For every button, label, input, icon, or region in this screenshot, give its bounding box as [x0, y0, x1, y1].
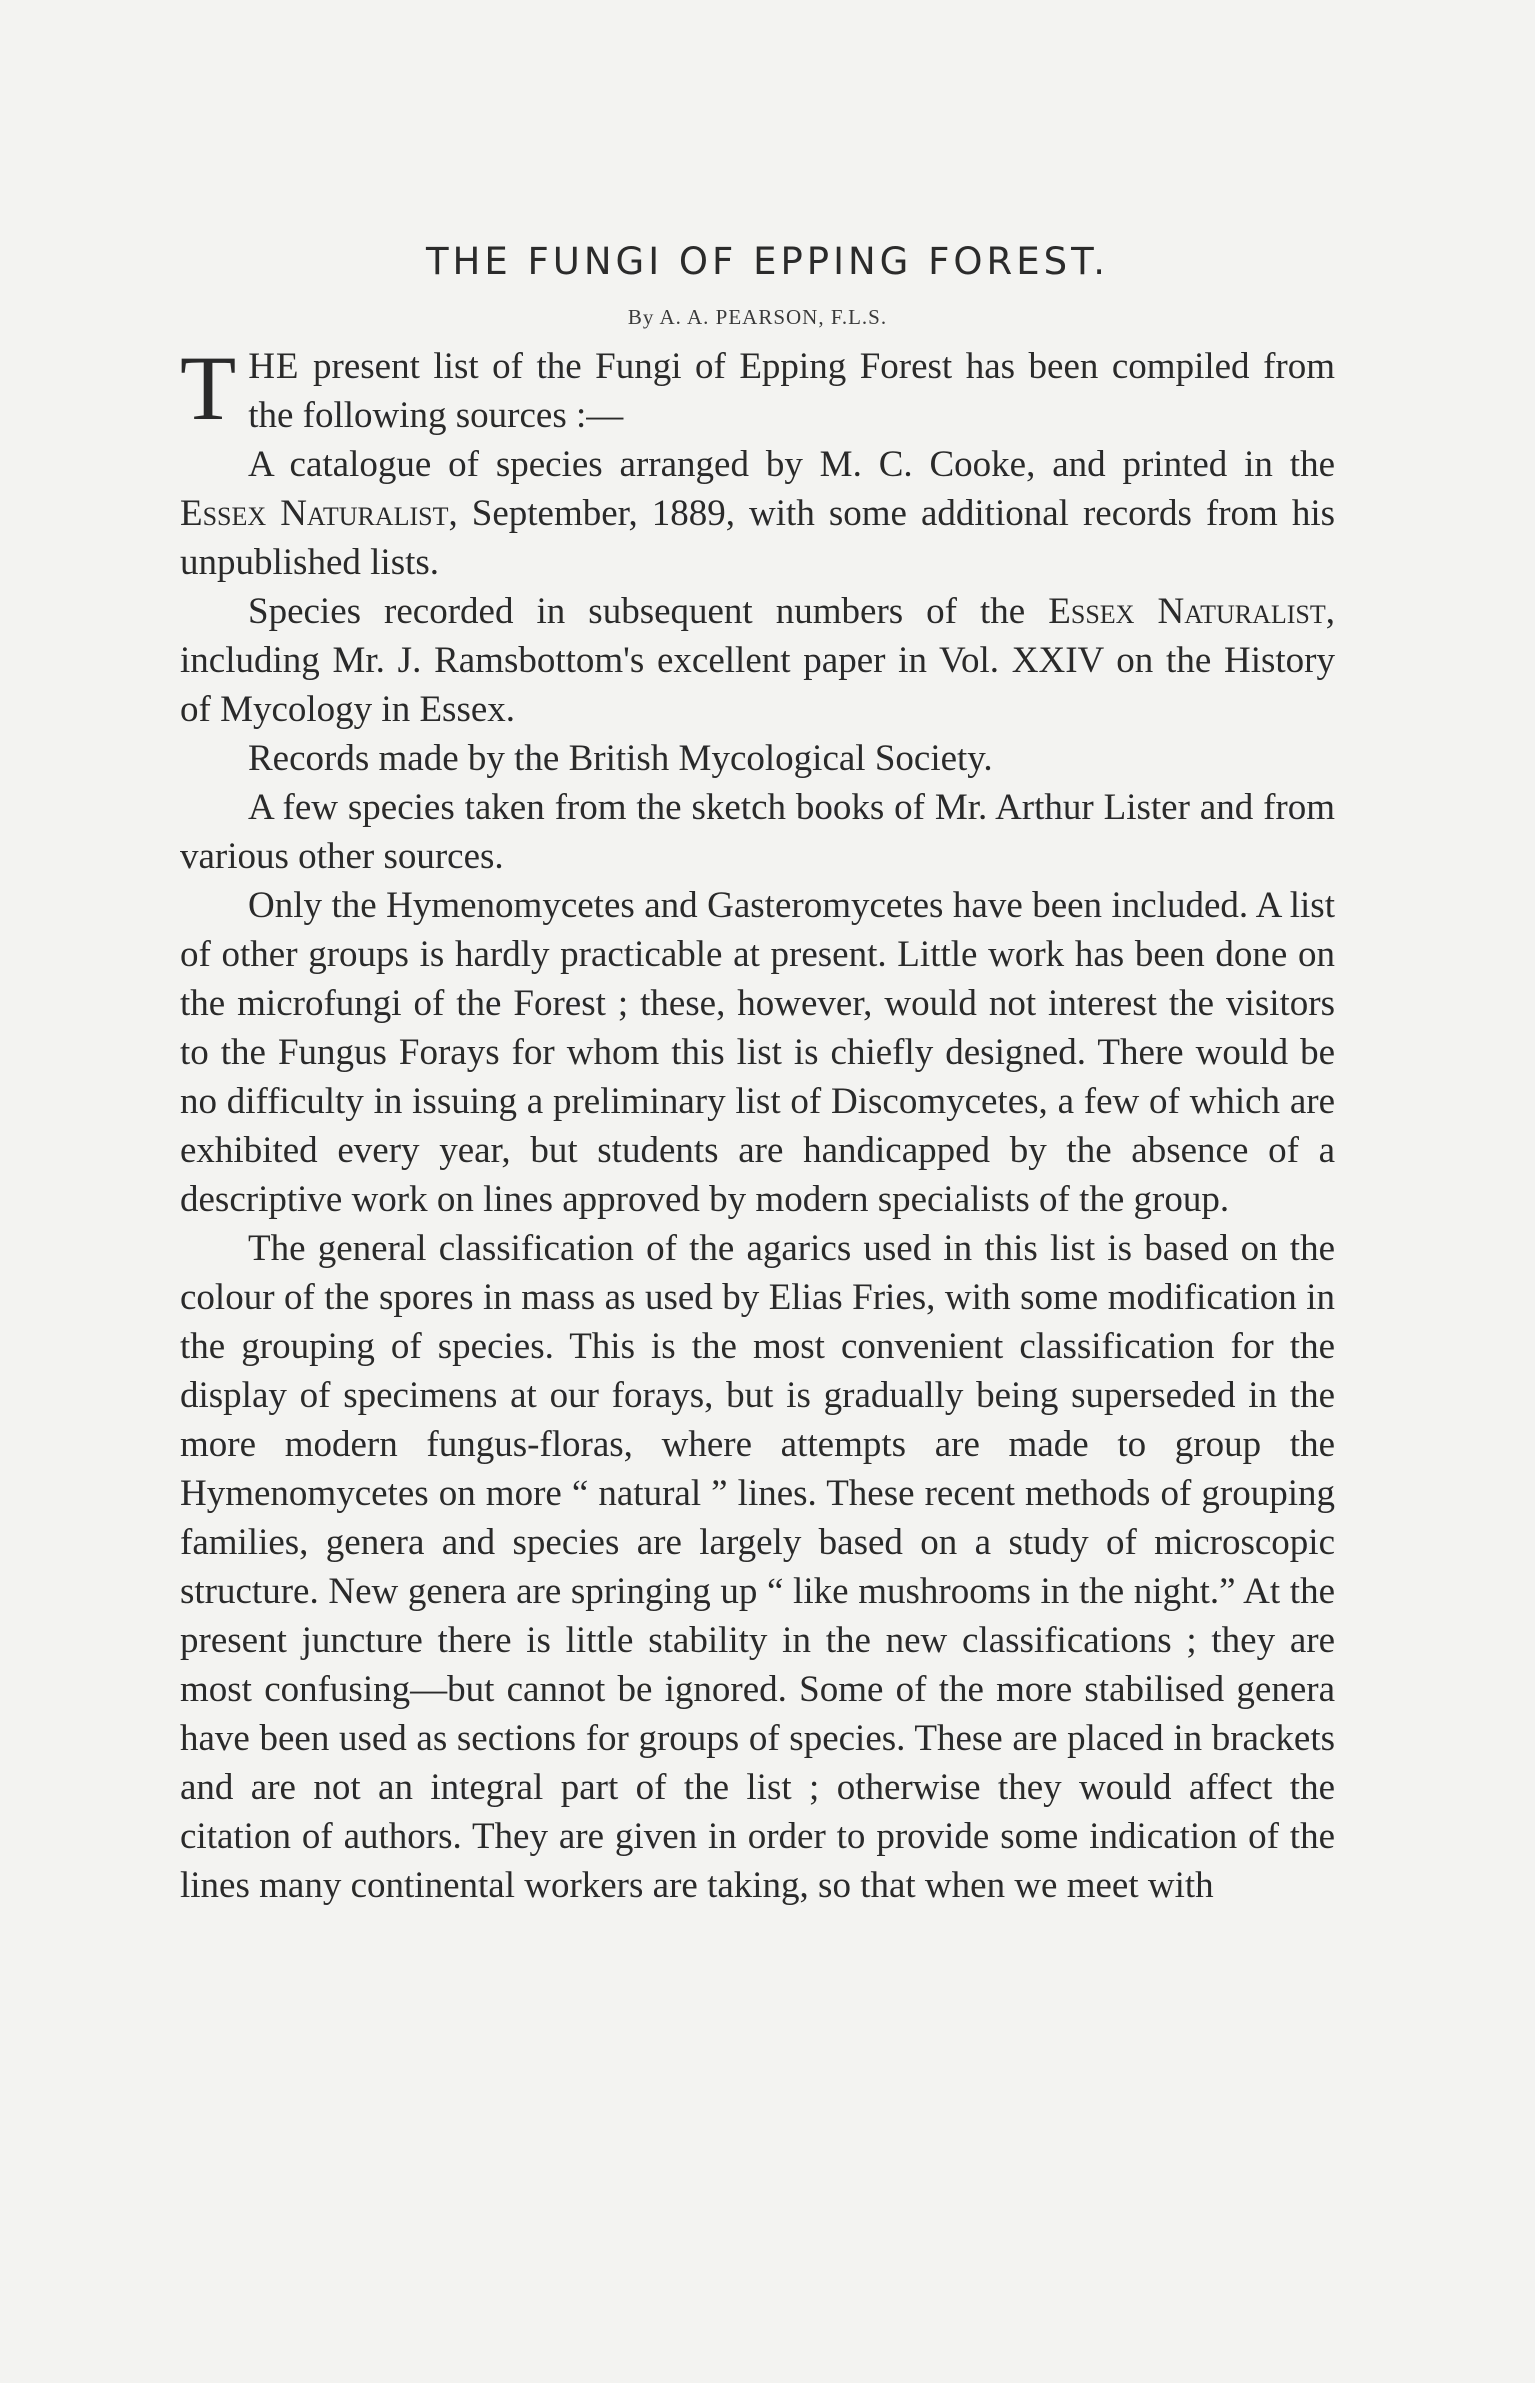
paragraph-intro	[180, 337, 1335, 440]
page	[180, 240, 1335, 1910]
paragraph-text: , September, 1889, with some additional records from his unpublished lists.	[180, 493, 1336, 583]
paragraph-species-recorded	[180, 587, 1335, 734]
paragraph-records: Records made by the British Mycological Society.	[248, 738, 993, 779]
article-title: THE FUNGI OF EPPING FOREST.	[425, 240, 1110, 283]
article-byline: By A. A. PEARSON, F.L.S.	[627, 305, 888, 329]
intro-text: present list of the Fungi of Epping Forest has been compiled from the following sources :—	[248, 346, 1335, 436]
paragraph-catalogue	[180, 440, 1335, 587]
article-body	[180, 337, 1336, 1910]
journal-name: Essex Naturalist	[180, 493, 449, 534]
drop-cap: T	[180, 337, 237, 439]
paragraph-sketch-books: A few species taken from the sketch books of Mr. Arthur Lister and from various other sources.	[180, 787, 1335, 877]
paragraph-text: , including Mr. J. Ramsbottom's excellent paper in Vol. XXIV on the History of Mycology in Essex.	[180, 591, 1335, 730]
paragraph-hymenomycetes: Only the Hymenomycetes and Gasteromycetes have been included. A list of other groups is hardly practicable at present. Little work has been done on the microfungi of the Forest ; these, however, would not interest the visitors to the Fungus Forays for whom this list is chiefly designed. There would be no difficulty in issuing a preliminary list of Discomycetes, a few of which are exhibited every year, but students are handicapped by the absence of a descriptive work on lines approved by modern specialists of the group.	[180, 885, 1335, 1220]
intro-caps: HE	[248, 346, 300, 387]
paragraph-text: Species recorded in subsequent numbers of the	[248, 591, 1049, 632]
paragraph-classification: The general classification of the agarics used in this list is based on the colour of the spores in mass as used by Elias Fries, with some modification in the grouping of species. This is the most convenient classification for the display of specimens at our forays, but is gradually being superseded in the more modern fungus-floras, where attempts are made to group the Hymenomycetes on more “ natural ” lines. These recent methods of grouping families, genera and species are largely based on a study of microscopic structure. New genera are springing up “ like mushrooms in the night.” At the present juncture there is little stability in the new classifications ; they are most confusing—but cannot be ignored. Some of the more stabilised genera have been used as sections for groups of species. These are placed in brackets and are not an integral part of the list ; otherwise they would affect the citation of authors. They are given in order to provide some indication of the lines many continental workers are taking, so that when we meet with	[180, 1228, 1335, 1906]
paragraph-text: A catalogue of species arranged by M. C. Cooke, and printed in the	[248, 444, 1335, 485]
journal-name: Essex Naturalist	[1048, 591, 1326, 632]
